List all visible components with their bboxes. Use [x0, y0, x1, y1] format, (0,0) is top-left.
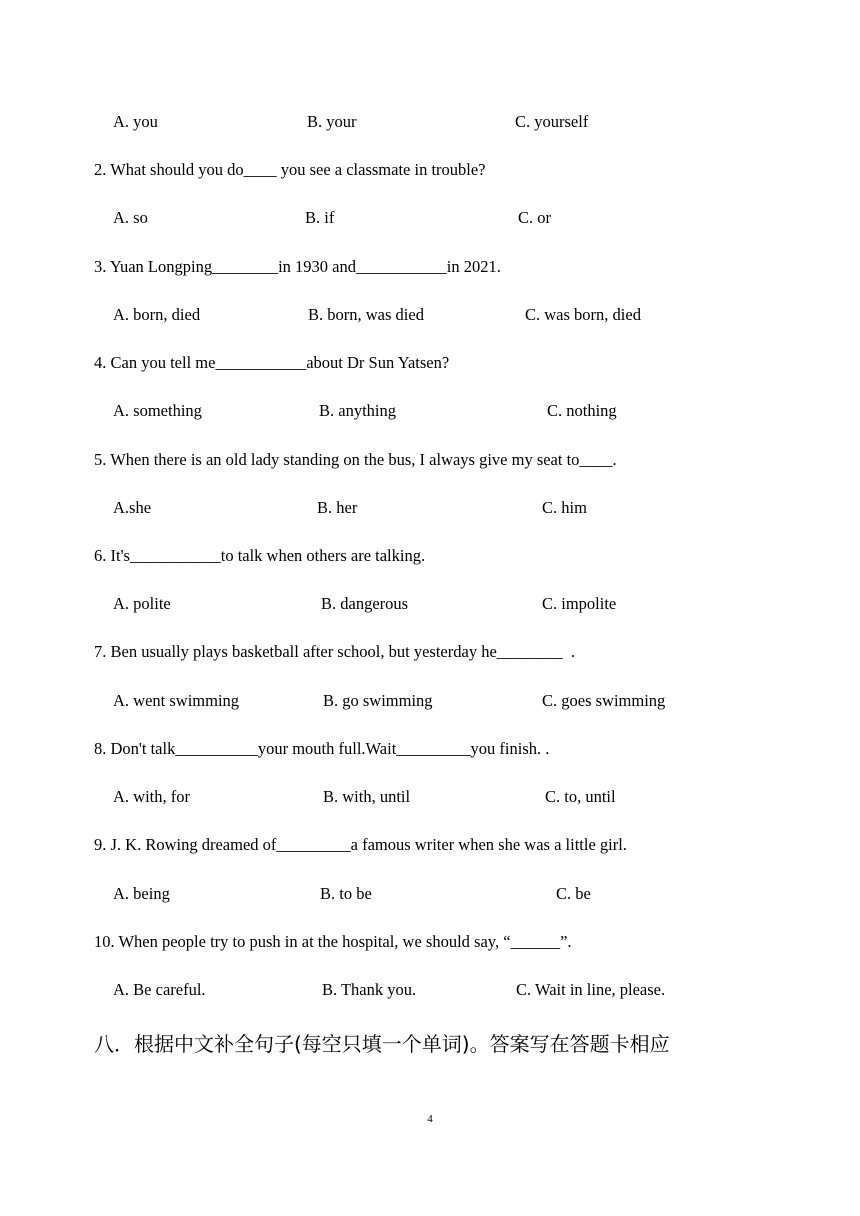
option-a: A. you: [113, 112, 158, 131]
question-4: 4. Can you tell me___________about Dr Sun Yatsen?: [94, 353, 450, 372]
option-a: A.she: [113, 498, 152, 517]
option-b: B. to be: [320, 884, 372, 903]
question-7: 7. Ben usually plays basketball after school, but yesterday he________ .: [94, 642, 576, 661]
section-heading: 八．根据中文补全句子(每空只填一个单词)。答案写在答题卡相应: [94, 1032, 670, 1056]
option-a: A. born, died: [113, 305, 201, 324]
option-b: B. her: [317, 498, 358, 517]
option-a: A. with, for: [113, 787, 190, 806]
option-c: C. be: [556, 884, 591, 903]
option-b: B. Thank you.: [322, 980, 417, 999]
question-5: 5. When there is an old lady standing on the bus, I always give my seat to____.: [94, 450, 617, 469]
question-2: 2. What should you do____ you see a classmate in trouble?: [94, 160, 486, 179]
question-10: 10. When people try to push in at the hospital, we should say, “______”.: [94, 932, 572, 951]
option-c: C. impolite: [542, 594, 617, 613]
option-c: C. Wait in line, please.: [516, 980, 666, 999]
option-c: C. was born, died: [525, 305, 641, 324]
option-a: A. something: [113, 401, 202, 420]
option-a: A. Be careful.: [113, 980, 206, 999]
option-b: B. your: [307, 112, 357, 131]
option-b: B. go swimming: [323, 691, 433, 710]
option-a: A. went swimming: [113, 691, 240, 710]
option-b: B. anything: [319, 401, 396, 420]
option-b: B. with, until: [323, 787, 411, 806]
question-9: 9. J. K. Rowing dreamed of_________a famous writer when she was a little girl.: [94, 835, 627, 854]
question-8: 8. Don't talk__________your mouth full.Wait_________you finish. .: [94, 739, 550, 758]
option-a: A. so: [113, 208, 148, 227]
option-c: C. yourself: [515, 112, 589, 131]
option-c: C. nothing: [547, 401, 617, 420]
question-3: 3. Yuan Longping________in 1930 and___________in 2021.: [94, 257, 501, 276]
option-b: B. dangerous: [321, 594, 409, 613]
option-c: C. goes swimming: [542, 691, 666, 710]
option-c: C. to, until: [545, 787, 616, 806]
option-b: B. if: [305, 208, 335, 227]
option-a: A. polite: [113, 594, 171, 613]
option-c: C. or: [518, 208, 551, 227]
option-b: B. born, was died: [308, 305, 424, 324]
option-a: A. being: [113, 884, 170, 903]
page-number: 4: [427, 1113, 433, 1125]
option-c: C. him: [542, 498, 587, 517]
question-6: 6. It's___________to talk when others are talking.: [94, 546, 426, 565]
